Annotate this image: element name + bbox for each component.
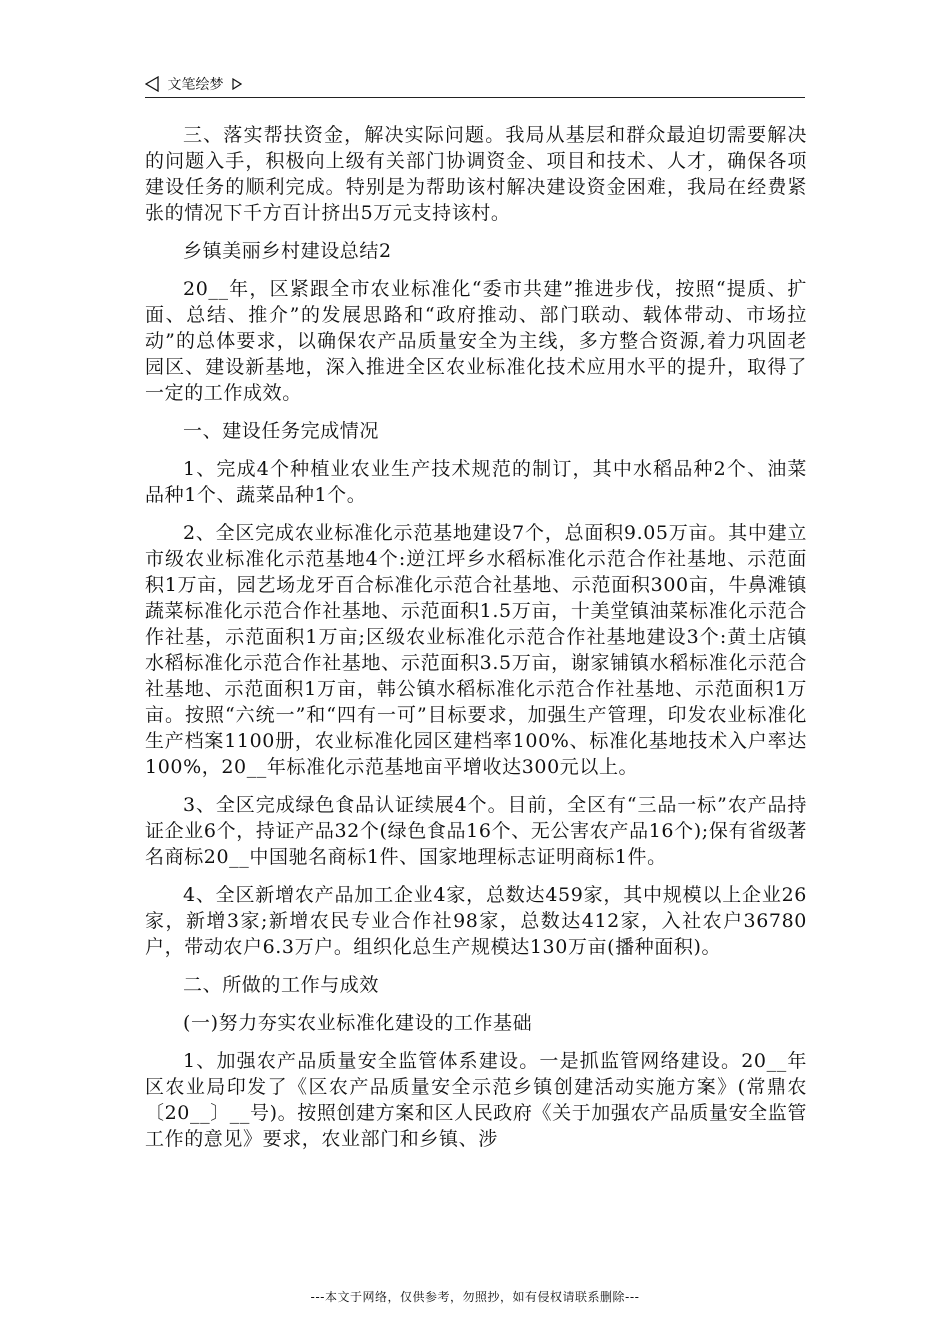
subheading-foundation: (一)努力夯实农业标准化建设的工作基础 [183,1012,533,1034]
heading-work-results: 二、所做的工作与成效 [183,974,380,996]
triangle-left-icon [145,76,159,92]
paragraph-item-3: 3、全区完成绿色食品认证续展4个。目前，全区有“三品一标”农产品持证企业6个，持证产品32个(绿色食品16个、无公害农产品16个);保有省级著名商标20__中国驰名商标1件、国家地理标志证明商标1件。 [145,794,807,868]
paragraph-funding: 三、落实帮扶资金，解决实际问题。我局从基层和群众最迫切需要解决的问题入手，积极向上级有关部门协调资金、项目和技术、人才，确保各项建设任务的顺利完成。特别是为帮助该村解决建设资金困难，我局在经费紧张的情况下千方百计挤出5万元支持该村。 [145,124,807,224]
document-body [145,122,807,1152]
heading-task-completion: 一、建设任务完成情况 [183,420,380,442]
header-brand: 文笔绘梦 [167,77,224,93]
section-title-summary-2: 乡镇美丽乡村建设总结2 [183,240,392,262]
paragraph-intro: 20__年，区紧跟全市农业标准化“委市共建”推进步伐，按照“提质、扩面、总结、推介”的发展思路和“政府推动、部门联动、载体带动、市场拉动”的总体要求，以确保农产品质量安全为主线，多方整合资源,着力巩固老园区、建设新基地，深入推进全区农业标准化技术应用水平的提升，取得了一定的工作成效。 [145,278,807,404]
paragraph-item-1: 1、完成4个种植业农业生产技术规范的制订，其中水稻品种2个、油菜品种1个、蔬菜品种1个。 [145,458,807,506]
header-divider [145,97,805,98]
paragraph-item-2: 2、全区完成农业标准化示范基地建设7个，总面积9.05万亩。其中建立市级农业标准化示范基地4个:逆江坪乡水稻标准化示范合作社基地、示范面积1万亩，园艺场龙牙百合标准化示范合社基地、示范面积300亩，牛鼻滩镇蔬菜标准化示范合作社基地、示范面积1.5万亩，十美堂镇油菜标准化示范合作社基，示范面积1万亩;区级农业标准化示范合作社基地建设3个:黄土店镇水稻标准化示范合作社基地、示范面积3.5万亩，谢家铺镇水稻标准化示范合社基地、示范面积1万亩，韩公镇水稻标准化示范合作社基地、示范面积1万亩。按照“六统一”和“四有一可”目标要求，加强生产管理，印发农业标准化生产档案1100册，农业标准化园区建档率100%、标准化基地技术入户率达100%，20__年标准化示范基地亩平增收达300元以上。 [145,522,807,778]
paragraph-supervision: 1、加强农产品质量安全监管体系建设。一是抓监管网络建设。20__年区农业局印发了《区农产品质量安全示范乡镇创建活动实施方案》(常鼎农〔20__〕__号)。按照创建方案和区人民政府《关于加强农产品质量安全监管工作的意见》要求，农业部门和乡镇、涉 [145,1050,807,1150]
page-header [145,74,805,98]
paragraph-item-4: 4、全区新增农产品加工企业4家，总数达459家，其中规模以上企业26家，新增3家;新增农民专业合作社98家，总数达412家，入社农户36780户，带动农户6.3万户。组织化总生产规模达130万亩(播种面积)。 [145,884,807,958]
page-footer-disclaimer: ---本文于网络，仅供参考，勿照抄，如有侵权请联系删除--- [310,1290,640,1304]
triangle-right-icon [232,78,242,90]
